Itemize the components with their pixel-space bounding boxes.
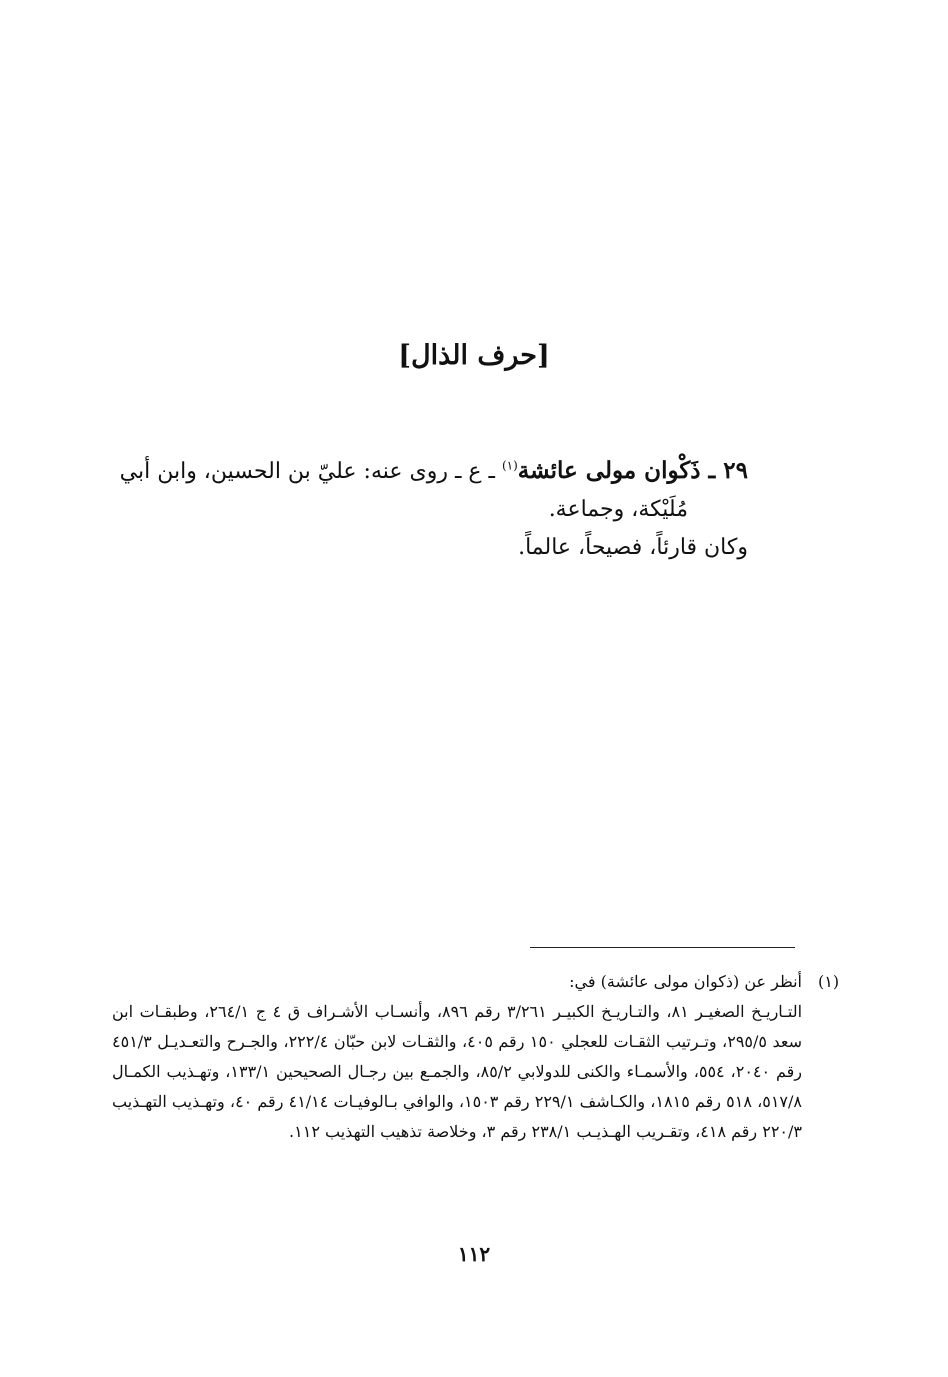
footnote-sources: التـاريـخ الصغيـر ٨١، والتـاريـخ الكبيـر ٣/٢٦١ رقم ٨٩٦، وأنسـاب الأشـراف ق ٤ ج ٢٦٤/١، وطبقـات ابن سعد ٢٩٥/٥، وتـرتيب الثقـات للعجلي ١٥٠ رقم ٤٠٥، والثقـات لابن حبّان ٢٢٢/٤، والجـرح والتعـديـل ٤٥١/٣ رقم ٢٠٤٠، ٥٥٤، والأسمـاء والكنى للدولابي ٨٥/٢، والجمـع بين رجـال الصحيحين ١٣٣/١، وتهـذيب الكمـال ٥١٧/٨، ٥١٨ رقم ١٨١٥، والكـاشف ٢٢٩/١ رقم ١٥٠٣، والوافي بـالوفيـات ٤١/١٤ رقم ٤٠، وتهـذيب التهـذيب ٢٢٠/٣ رقم ٤١٨، وتقـريب الهـذيـب ٢٣٨/١ رقم ٣، وخلاصة تذهيب التهذيب ١١٢.: [112, 1002, 803, 1141]
chapter-title: [حرف الذال]: [398, 340, 550, 371]
page-number: ١١٢: [457, 1242, 491, 1266]
footnote-block: [112, 967, 840, 1147]
footnote-marker: (١): [818, 972, 840, 991]
footnote-intro: أنظر عن (ذكوان مولى عائشة) في:: [569, 972, 802, 991]
footnote-reference: (١): [501, 458, 518, 473]
biography-entry: [108, 452, 748, 567]
entry-continuation: مُلَيْكة، وجماعة.: [548, 497, 688, 522]
entry-heading: ٢٩ ـ ذَكْوان مولى عائشة: [517, 457, 748, 484]
entry-first-line: [108, 452, 748, 491]
entry-narrators: ـ ع ـ روى عنه: عليّ بن الحسين، وابن أبي: [119, 459, 502, 484]
entry-description: وكان قارئاً، فصيحاً، عالماً.: [518, 535, 748, 560]
footnote-separator: [530, 947, 795, 948]
